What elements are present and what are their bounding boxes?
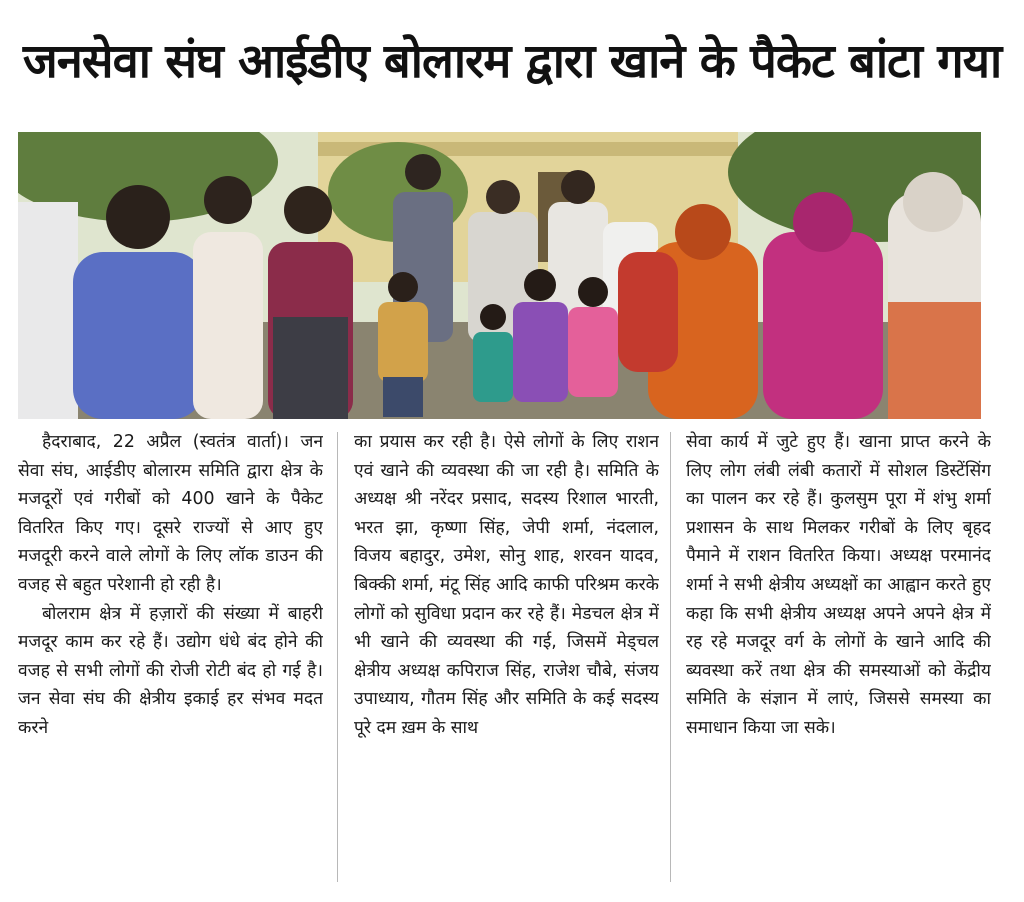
person-vest bbox=[193, 232, 263, 419]
child-yellow bbox=[378, 302, 428, 382]
article-headline: जनसेवा संघ आईडीए बोलारम द्वारा खाने के पैकेट बांटा गया bbox=[22, 34, 1002, 89]
column-2-paragraph-1: का प्रयास कर रही है। ऐसे लोगों के लिए राशन एवं खाने की व्यवस्था की जा रही है। समिति के अध्यक्ष श्री नरेंदर प्रसाद, सदस्य रिशाल भारती, भरत झा, कृष्णा सिंह, जेपी शर्मा, नंदलाल, विजय बहादुर, उमेश, सोनु शाह, शरवन यादव, बिक्की शर्मा, मंटू सिंह आदि काफी परिश्रम करके लोगों को सुविधा प्रदान कर रहे हैं। मेडचल क्षेत्र में भी खाने की व्यवस्था की गई, जिसमें मेड्चल क्षेत्रीय अध्यक्ष कपिराज सिंह, राजेश चौबे, संजय उपाध्याय, गौतम सिंह और समिति के कई सदस्य पूरे दम ख़म के साथ bbox=[354, 432, 659, 738]
article-column-1 bbox=[18, 428, 323, 888]
person-lungi bbox=[273, 317, 348, 419]
column-divider bbox=[337, 432, 338, 882]
person-white-shirt bbox=[18, 202, 78, 419]
article-column-3 bbox=[686, 428, 991, 888]
photo-illustration bbox=[18, 132, 981, 419]
child-pink bbox=[568, 307, 618, 397]
article-column-2 bbox=[354, 428, 659, 888]
woman-magenta-saree bbox=[763, 232, 883, 419]
column-3-paragraph-1: सेवा कार्य में जुटे हुए हैं। खाना प्राप्त करने के लिए लोग लंबी लंबी कतारों में सोशल डिस्टेंसिंग का पालन कर रहे हैं। कुलसुम पूरा में शंभु शर्मा प्रशासन के साथ मिलकर गरीबों के लिए बृहद पैमाने में राशन वितरित किया। अध्यक्ष परमानंद शर्मा ने सभी क्षेत्रीय अध्यक्षों का आह्वान करते हुए कहा कि सभी क्षेत्रीय अध्यक्ष अपने अपने क्षेत्र में रह रहे मजदूर वर्ग के लोगों के खाने आदि की ब्यवस्था करें तथा क्षेत्र की समस्याओं को केंद्रीय समिति के संज्ञान में लाएं, जिससे समस्या का समाधान किया जा सके। bbox=[686, 432, 991, 738]
child-teal bbox=[473, 332, 513, 402]
column-1-paragraph-2: बोलराम क्षेत्र में हज़ारों की संख्या में बाहरी मजदूर काम कर रहे हैं। उद्योग धंधे बंद होने की वजह से सभी लोगों की रोजी रोटी बंद हो गई है। जन सेवा संघ की क्षेत्रीय इकाई हर संभव मदत करने bbox=[18, 603, 323, 738]
child-purple bbox=[513, 302, 568, 402]
person-blue-shirt bbox=[73, 252, 203, 419]
column-divider bbox=[670, 432, 671, 882]
person-blue-head bbox=[106, 185, 170, 249]
food-distribution-photo bbox=[18, 132, 981, 419]
column-1-paragraph-1: हैदराबाद, 22 अप्रैल (स्वतंत्र वार्ता)। जन सेवा संघ, आईडीए बोलारम समिति द्वारा क्षेत्र के मजदूरों एवं गरीबों को 400 खाने के पैकेट वितरित किए गए। दूसरे राज्यों से आए हुए मजदूरी करने वाले लोगों के लिए लॉक डाउन की वजह से बहुत परेशानी हो रही है। bbox=[18, 432, 323, 595]
